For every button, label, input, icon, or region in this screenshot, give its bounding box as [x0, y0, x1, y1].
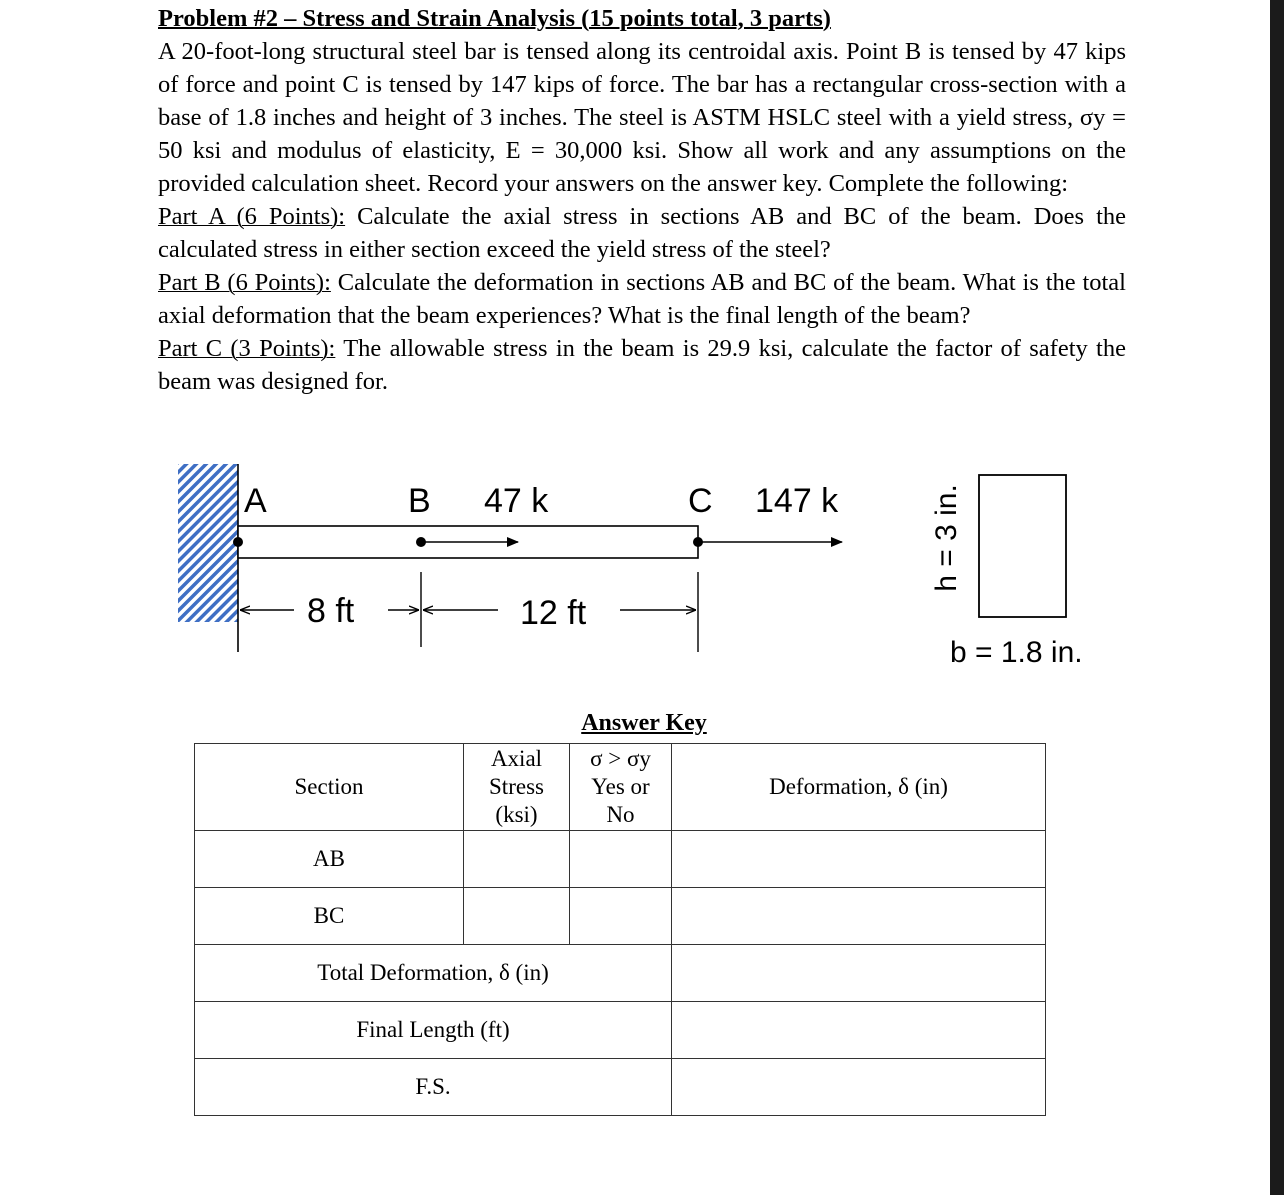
header-yield-line: σ > σy — [590, 746, 651, 771]
part-a — [158, 200, 1126, 266]
answer-key-heading: Answer Key — [581, 710, 707, 736]
answer-cell-factor-of-safety[interactable] — [672, 1059, 1046, 1116]
answer-key-table — [194, 743, 1046, 1116]
height-label: h = 3 in. — [930, 484, 963, 592]
header-axial-stress — [464, 744, 570, 831]
problem-intro: A 20-foot-long structural steel bar is tensed along its centroidal axis. Point B is tensed by 47 kips of force and point C is tensed by 147 kips of force. The bar has a rectangular cross-section with a base of 1.8 inches and height of 3 inches. The steel is ASTM HSLC steel with a yield stress, σy = 50 ksi and modulus of elasticity, E = 30,000 ksi. Show all work and any assumptions on the provided calculation sheet. Record your answers on the answer key. Complete the following: — [158, 38, 1126, 197]
header-stress-line: (ksi) — [495, 802, 538, 827]
point-c-label: C — [688, 482, 713, 520]
header-deformation: Deformation, δ (in) — [672, 744, 1046, 831]
point-a-label: A — [244, 482, 267, 520]
table-row — [195, 831, 1046, 888]
point-b-label: B — [408, 482, 431, 520]
cross-section-rectangle — [979, 475, 1066, 617]
answer-cell-stress-bc[interactable] — [464, 888, 570, 945]
header-yield-line: No — [606, 802, 635, 827]
table-row — [195, 945, 1046, 1002]
fixed-support-wall — [178, 464, 238, 622]
part-b-label: Part B (6 Points): — [158, 269, 331, 296]
answer-cell-total-deformation[interactable] — [672, 945, 1046, 1002]
load-c-label: 147 k — [755, 482, 839, 520]
part-a-text: Calculate the axial stress in sections AB and BC of the beam. Does the calculated stress in either section exceed the yield stress of the steel? — [158, 203, 1127, 263]
header-yield-line: Yes or — [591, 774, 650, 799]
table-row — [195, 888, 1046, 945]
base-label: b = 1.8 in. — [950, 636, 1083, 669]
header-stress-line: Stress — [489, 774, 544, 799]
dim-bc-label: 12 ft — [520, 594, 587, 632]
part-b — [158, 266, 1126, 332]
part-b-text: Calculate the deformation in sections AB and BC of the beam. What is the total axial deformation that the beam experiences? What is the final length of the beam? — [158, 269, 1126, 329]
bar-diagram — [0, 440, 1284, 680]
table-row — [195, 1059, 1046, 1116]
row-factor-of-safety: F.S. — [195, 1059, 672, 1116]
row-total-deformation: Total Deformation, δ (in) — [195, 945, 672, 1002]
answer-cell-stress-ab[interactable] — [464, 831, 570, 888]
problem-title: Problem #2 – Stress and Strain Analysis (15 points total, 3 parts) — [158, 5, 831, 32]
header-section: Section — [195, 744, 464, 831]
answer-cell-yield-ab[interactable] — [570, 831, 672, 888]
point-a-dot — [233, 537, 243, 547]
header-yield-check — [570, 744, 672, 831]
dim-ab-label: 8 ft — [307, 592, 355, 630]
part-c-label: Part C (3 Points): — [158, 335, 336, 362]
part-a-label: Part A (6 Points): — [158, 203, 346, 230]
row-section-ab: AB — [195, 831, 464, 888]
table-row — [195, 1002, 1046, 1059]
answer-cell-final-length[interactable] — [672, 1002, 1046, 1059]
header-stress-line: Axial — [490, 746, 543, 771]
load-b-label: 47 k — [484, 482, 549, 520]
row-section-bc: BC — [195, 888, 464, 945]
part-c-text: The allowable stress in the beam is 29.9 ksi, calculate the factor of safety the beam was designed for. — [158, 335, 1126, 395]
answer-cell-deformation-bc[interactable] — [672, 888, 1046, 945]
part-c — [158, 332, 1126, 398]
row-final-length: Final Length (ft) — [195, 1002, 672, 1059]
answer-cell-deformation-ab[interactable] — [672, 831, 1046, 888]
problem-statement — [158, 2, 1126, 398]
answer-cell-yield-bc[interactable] — [570, 888, 672, 945]
answer-key-header-row — [195, 744, 1046, 831]
